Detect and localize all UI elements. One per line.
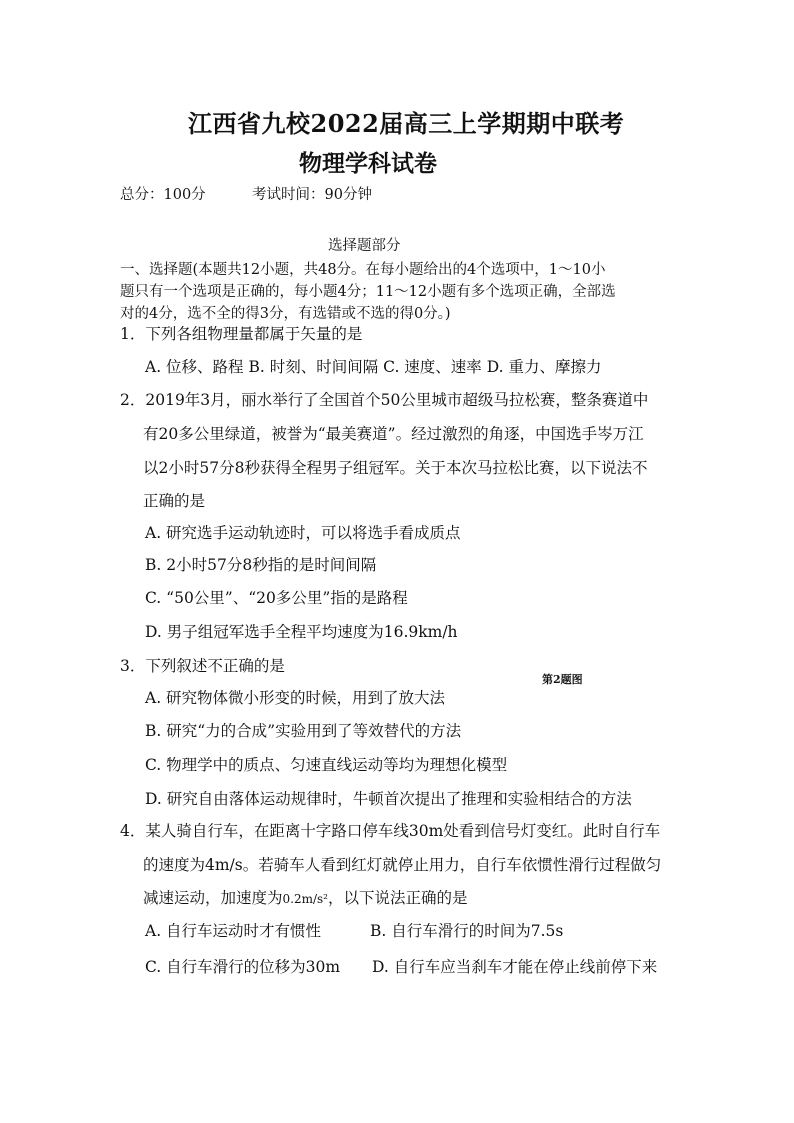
q1-stem: 1．下列各组物理量都属于矢量的是 bbox=[120, 325, 363, 343]
q2-line-3: 以2小时57分8秒获得全程男子组冠军。关于本次马拉松比赛，以下说法不 bbox=[143, 459, 648, 477]
q3-option-a: A. 研究物体微小形变的时候，用到了放大法 bbox=[145, 689, 446, 707]
q4-line-3-suffix: ，以下说法正确的是 bbox=[328, 889, 468, 907]
q2-option-b: B. 2小时57分8秒指的是时间间隔 bbox=[145, 556, 377, 574]
q4-line-3-prefix: 减速运动，加速度为 bbox=[143, 889, 283, 907]
q4-line-1: 4．某人骑自行车，在距离十字路口停车线30m处看到信号灯变红。此时自行车 bbox=[120, 822, 661, 840]
q3-option-b: B. 研究“力的合成”实验用到了等效替代的方法 bbox=[145, 722, 462, 740]
q2-option-a: A. 研究选手运动轨迹时，可以将选手看成质点 bbox=[145, 524, 461, 542]
q4-acceleration: 0.2m/s² bbox=[282, 892, 328, 906]
q4-option-c: C. 自行车滑行的位移为30m bbox=[145, 958, 341, 976]
q3-stem: 3．下列叙述不正确的是 bbox=[120, 657, 285, 675]
exam-time: 考试时间：90分钟 bbox=[252, 187, 372, 203]
q4-line-2: 的速度为4m/s。若骑车人看到红灯就停止用力，自行车依惯性滑行过程做匀 bbox=[143, 856, 662, 874]
q3-option-c: C. 物理学中的质点、匀速直线运动等均为理想化模型 bbox=[145, 756, 508, 774]
q2-line-4: 正确的是 bbox=[143, 492, 206, 510]
instruction-line-1: 一、选择题(本题共12小题，共48分。在每小题给出的4个选项中，1～10小 bbox=[120, 262, 606, 278]
total-score: 总分：100分 bbox=[120, 187, 206, 203]
q4-option-b: B. 自行车滑行的时间为7.5s bbox=[370, 922, 564, 940]
instruction-line-3: 对的4分，选不全的得3分，有选错或不选的得0分。) bbox=[120, 306, 451, 322]
q2-option-c: C. “50公里”、“20多公里”指的是路程 bbox=[145, 589, 408, 607]
q4-option-a: A. 自行车运动时才有惯性 bbox=[145, 922, 322, 940]
instruction-line-2: 题只有一个选项是正确的，每小题4分；11～12小题有多个选项正确，全部选 bbox=[120, 284, 616, 300]
q2-line-1: 2．2019年3月，丽水举行了全国首个50公里城市超级马拉松赛，整条赛道中 bbox=[120, 391, 649, 409]
section-title: 选择题部分 bbox=[328, 238, 401, 254]
q3-option-d: D. 研究自由落体运动规律时，牛顿首次提出了推理和实验相结合的方法 bbox=[145, 790, 632, 808]
exam-subtitle: 物理学科试卷 bbox=[299, 150, 437, 177]
q2-line-2: 有20多公里绿道，被誉为“最美赛道”。经过激烈的角逐，中国选手岑万江 bbox=[143, 425, 644, 443]
q1-options: A. 位移、路程 B. 时刻、时间间隔 C. 速度、速率 D. 重力、摩擦力 bbox=[145, 358, 602, 376]
figure-label: 第2题图 bbox=[542, 673, 583, 686]
q2-option-d: D. 男子组冠军选手全程平均速度为16.9km/h bbox=[145, 623, 458, 641]
exam-title: 江西省九校2022届高三上学期期中联考 bbox=[188, 109, 625, 138]
q4-option-d: D. 自行车应当刹车才能在停止线前停下来 bbox=[372, 958, 658, 976]
q4-line-3 bbox=[143, 886, 468, 908]
